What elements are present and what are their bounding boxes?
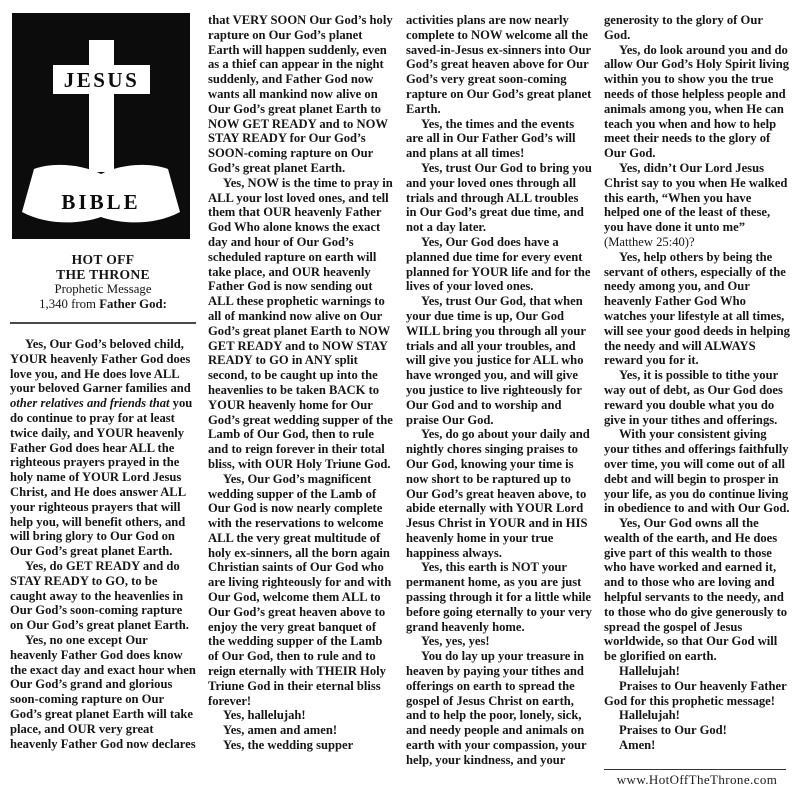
paragraph: Praises to Our God! [619,723,727,738]
column-4 [604,13,790,787]
paragraph: Yes, the wedding supper [223,738,354,753]
paragraph-text: Yes, Our God’s beloved child, YOUR heavenly Father God does love you, and He does love ALL your beloved Garner families and [10,337,191,396]
paragraph: Yes, do go about your daily and nightly chores singing praises to Our God, knowing your time is now short to be raptured up to Our God’s great heaven above, to abide eternally with YOUR Lord Jesus Christ in YOUR and in HIS heavenly home in your true happiness always. [406,427,590,560]
paragraph-text: Yes, didn’t Our Lord Jesus Christ say to you when He walked this earth, “When you have helped one of the least of these, you have done it unto me” [604,160,788,235]
masthead-issue-line [10,297,196,312]
paragraph: Praises to Our heavenly Father God for this prophetic message! [604,678,787,708]
issue-number: 1,340 from [39,297,100,311]
masthead-title-line2: THE THRONE [56,267,150,282]
paragraph: Yes, it is possible to tithe your way out of debt, as Our God does reward you double what you do give in your tithes and offerings. [604,368,783,427]
logo-jesus-label: JESUS [63,68,140,92]
paragraph: Yes, trust Our God to bring you and your loved ones through all trials and through ALL troubles in Our God’s great due time, and not a day later. [406,160,592,235]
footer [604,769,790,788]
paragraph: Yes, amen and amen! [223,723,338,738]
paragraph: Yes, no one except Our heavenly Father God does know the exact day and exact hour when Our God’s grand and glorious soon-coming rapture on Our God’s great planet Earth will take place, and OUR very great heavenly Father God now declares [10,632,196,751]
masthead-subtitle: Prophetic Message [54,282,152,296]
column-1 [10,13,196,770]
paragraph: Yes, this earth is NOT your permanent home, as you are just passing through it for a little while before going eternally to your very grand heavenly home. [406,560,592,634]
website-url: www.HotOffTheThrone.com [616,771,778,787]
paragraph: Yes, Our God does have a planned due time for every event planned for YOUR life and for the lives of your loved ones. [406,234,591,294]
paragraph: Yes, Our God’s magnificent wedding supper of the Lamb of Our God is now nearly complete with the reservations to welcome ALL the very great multitude of holy ex-sinners, all the born again Christian saints of Our God who are living righteously for and with Our God, welcome them ALL to Our God’s great heaven above to enjoy the very great banquet of the wedding supper of the Lamb of Our God, then to rule and to reign eternally with THEIR Holy Triune God in their eternal bliss forever! [208,471,392,708]
masthead-title-line1: HOT OFF [71,252,135,267]
paragraph: Yes, yes, yes! [421,634,490,649]
paragraph: Yes, Our God owns all the wealth of the earth, and He does give part of this wealth to those who have worked and earned it, and to those who are loving and helpful servants to the needy, and to those who do give generously to spread the gospel of Jesus worldwide, so that Our God will be glorified on earth. [604,516,788,664]
paragraph: Hallelujah! [619,708,680,723]
paragraph: Yes, do look around you and do allow Our God’s Holy Spirit living within you to show you the true needs of those helpless people and animals among you, when He can teach you when and how to help meet their needs to the glory of Our God. [604,42,790,161]
masthead [10,252,196,312]
paragraph: Yes, trust Our God, that when your due time is up, Our God WILL bring you through all your trials and all your troubles, and will give you justice for ALL who have wronged you, and will give you justice to live righteously for Our God and to worship and praise Our God. [406,294,586,427]
paragraph: Amen! [619,738,656,753]
masthead-divider [10,322,196,324]
paragraph [10,337,196,559]
paragraph-text: you do continue to pray for at least twice daily, and YOUR heavenly Father God does hear ALL the righteous prayers prayed in the holy name of YOUR Lord Jesus Christ, and He does answer ALL your righteous prayers that will help you, will benefit others, and will bring glory to Our God on Our God’s great planet Earth. [10,396,193,559]
paragraph: Yes, help others by being the servant of others, especially of the needy among you, and Our heavenly Father God Who watches your lifestyle at all times, will see your good deeds in helping the needy and will ALWAYS reward you for it. [604,249,790,368]
paragraph: You do lay up your treasure in heaven by paying your tithes and offerings on earth to spread the gospel of Jesus Christ on earth, and to help the poor, lonely, sick, and needy people and animals on earth with your compassion, your help, your kindness, and your [406,649,587,767]
paragraph: Hallelujah! [619,664,680,679]
paragraph: With your consistent giving your tithes and offerings faithfully over time, you will come out of all debt and will begin to prosper in your life, as you do continue living in obedience to and with Our God. [604,427,790,516]
paragraph: Yes, hallelujah! [223,708,306,723]
paragraph [604,161,790,250]
paragraph: Yes, NOW is the time to pray in ALL your lost loved ones, and tell them that OUR heavenly Father God Who alone knows the exact day and hour of Our God’s scheduled rapture on earth will take place, and OUR heavenly Father God is now sending out ALL these prophetic warnings to all of mankind now alive on Our God’s great planet Earth to NOW GET READY and to NOW STAY READY to GO in ANY split second, to be caught up into the heavenlies to be taken BACK to YOUR heavenly home for Our God’s great wedding supper of the Lamb of Our God, then to rule and to reign forever in their total bliss, with OUR Holy Triune God. [208,175,393,471]
paragraph: Yes, the times and the events are all in Our Father God’s will and plans at all times! [406,116,576,161]
paragraph-continuation: activities plans are now nearly complete to NOW welcome all the saved-in-Jesus ex-sinners into Our God’s great heaven above for Our God’s very great soon-coming rapture on Our God’s great planet Earth. [406,13,592,116]
column-2 [208,13,394,770]
paragraph: Yes, do GET READY and do STAY READY to GO, to be caught away to the heavenlies in Our God’s soon-coming rapture on Our God’s great planet Earth. [10,558,189,633]
paragraph-continuation: generosity to the glory of Our God. [604,13,763,42]
jesus-bible-logo [12,13,190,239]
paragraph-italic-text: other relatives and friends that [10,396,170,411]
column-1-text [10,337,196,751]
column-3 [406,13,592,770]
logo-bible-label: BIBLE [61,190,141,214]
scripture-reference: (Matthew 25:40)? [604,234,695,249]
issue-author: Father God: [99,297,167,311]
paragraph-continuation: that VERY SOON Our God’s holy rapture on Our God’s planet Earth will happen suddenly, even as a thief can appear in the night suddenly, and Father God now wants all mankind now alive on Our God’s great planet Earth to NOW GET READY and to NOW STAY READY for Our God’s SOON-coming rapture on Our God’s great planet Earth. [208,13,393,175]
